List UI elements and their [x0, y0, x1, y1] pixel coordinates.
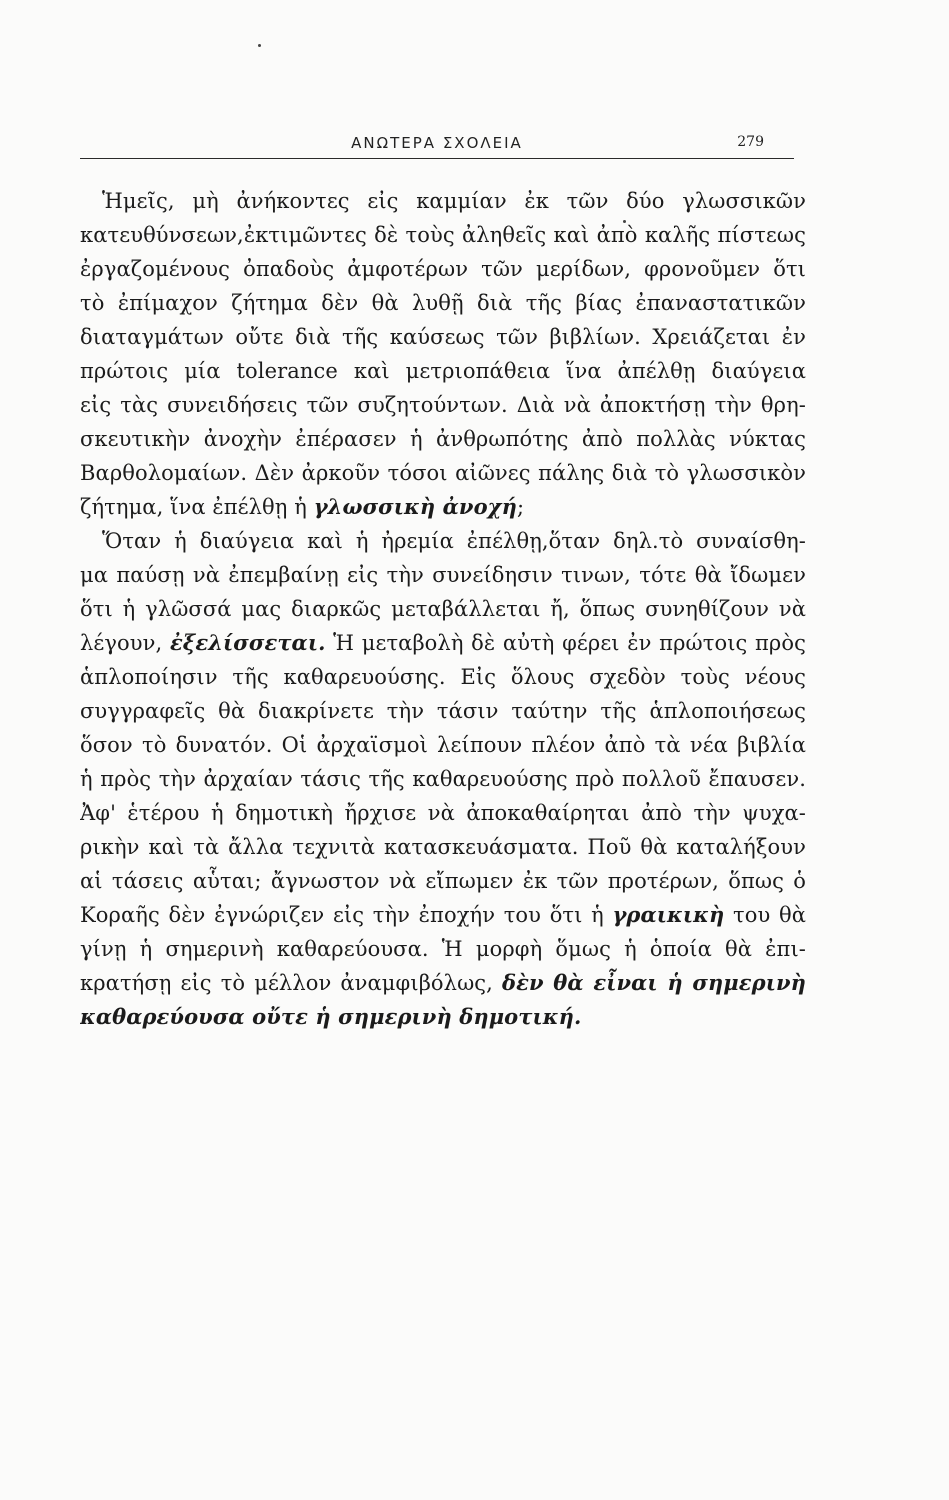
- text-line: ὅτι ἡ γλῶσσά μας διαρκῶς μεταβάλλεται ἤ, ὅπως συνηθίζουν νὰ: [80, 597, 806, 621]
- text-line: κατευθύνσεων,ἐκτιμῶντες δὲ τοὺς ἀληθεῖς καὶ ἀπὸ καλῆς πίστεως: [80, 223, 806, 247]
- emphasis-text: δὲν θὰ εἶναι ἡ σημερινὴ: [501, 970, 806, 995]
- text-line: διαταγμάτων οὔτε διὰ τῆς καύσεως τῶν βιβλίων. Χρειάζεται ἐν: [80, 325, 806, 349]
- print-speck: [623, 220, 626, 223]
- text-line: συγγραφεῖς θὰ διακρίνετε τὴν τάσιν ταύτην τῆς ἁπλοποιήσεως: [80, 699, 806, 723]
- text-line: ζήτημα, ἵνα ἐπέλθῃ ἡ γλωσσικὴ ἀνοχή;: [80, 494, 525, 519]
- text-line: μα παύσῃ νὰ ἐπεμβαίνῃ εἰς τὴν συνείδησιν τινων, τότε θὰ ἴδωμεν: [80, 563, 806, 587]
- text-line: εἰς τὰς συνειδήσεις τῶν συζητούντων. Διὰ νὰ ἀποκτήσῃ τὴν θρη-: [80, 393, 806, 417]
- text-line: κρατήσῃ εἰς τὸ μέλλον ἀναμφιβόλως, δὲν θὰ εἶναι ἡ σημερινὴ: [80, 970, 806, 995]
- text-line: Ἀφ' ἑτέρου ἡ δημοτικὴ ἤρχισε νὰ ἀποκαθαίρηται ἀπὸ τὴν ψυχα-: [80, 801, 806, 825]
- text-line: ἡ πρὸς τὴν ἀρχαίαν τάσις τῆς καθαρευούσης πρὸ πολλοῦ ἔπαυσεν.: [80, 767, 806, 791]
- text-line: αἱ τάσεις αὗται; ἄγνωστον νὰ εἴπωμεν ἐκ τῶν προτέρων, ὅπως ὁ: [80, 869, 806, 893]
- body-text: [80, 184, 806, 1034]
- emphasis-text: γραικικὴ: [612, 902, 725, 927]
- text-line: λέγουν, ἐξελίσσεται. Ἡ μεταβολὴ δὲ αὐτὴ φέρει ἐν πρώτοις πρὸς: [80, 630, 806, 655]
- text-line: πρώτοις μία tolerance καὶ μετριοπάθεια ἵνα ἀπέλθῃ διαύγεια: [80, 359, 806, 383]
- page-number: 279: [737, 134, 764, 150]
- page-header: [80, 130, 794, 159]
- text-line: σκευτικὴν ἀνοχὴν ἐπέρασεν ἡ ἀνθρωπότης ἀπὸ πολλὰς νύκτας: [80, 427, 806, 451]
- text-line: [80, 1000, 806, 1034]
- text-line: ὅσον τὸ δυνατόν. Οἱ ἀρχαϊσμοὶ λείπουν πλέον ἀπὸ τὰ νέα βιβλία: [80, 733, 806, 757]
- text-line: ἁπλοποίησιν τῆς καθαρευούσης. Εἰς ὅλους σχεδὸν τοὺς νέους: [80, 665, 806, 689]
- emphasis-text: γλωσσικὴ ἀνοχή: [313, 494, 517, 519]
- text-line: τὸ ἐπίμαχον ζήτημα δὲν θὰ λυθῇ διὰ τῆς βίας ἐπαναστατικῶν: [80, 291, 806, 315]
- text-line: ρικὴν καὶ τὰ ἄλλα τεχνιτὰ κατασκευάσματα. Ποῦ θὰ καταλήξουν: [80, 835, 806, 859]
- emphasis-text: ἐξελίσσεται.: [169, 630, 326, 655]
- emphasis-text: καθαρεύουσα οὔτε ἡ σημερινὴ δημοτική.: [80, 1004, 582, 1029]
- print-speck: [258, 44, 261, 47]
- text-line: Κοραῆς δὲν ἐγνώριζεν εἰς τὴν ἐποχήν του ὅτι ἡ γραικικὴ του θὰ: [80, 902, 806, 927]
- text-line: γίνῃ ἡ σημερινὴ καθαρεύουσα. Ἡ μορφὴ ὅμως ἡ ὁποία θὰ ἐπι-: [80, 937, 806, 961]
- text-line: ἐργαζομένους ὀπαδοὺς ἀμφοτέρων τῶν μερίδων, φρονοῦμεν ὅτι: [80, 257, 806, 281]
- text-line: Ἡμεῖς, μὴ ἀνήκοντες εἰς καμμίαν ἐκ τῶν δύο γλωσσικῶν: [102, 189, 806, 213]
- text-line: Ὅταν ἡ διαύγεια καὶ ἡ ἠρεμία ἐπέλθῃ,ὅταν δηλ.τὸ συναίσθη-: [102, 529, 806, 553]
- text-line: Βαρθολομαίων. Δὲν ἀρκοῦν τόσοι αἰῶνες πάλης διὰ τὸ γλωσσικὸν: [80, 461, 806, 485]
- running-head: ΑΝΩΤΕΡΑ ΣΧΟΛΕΙΑ: [351, 134, 523, 152]
